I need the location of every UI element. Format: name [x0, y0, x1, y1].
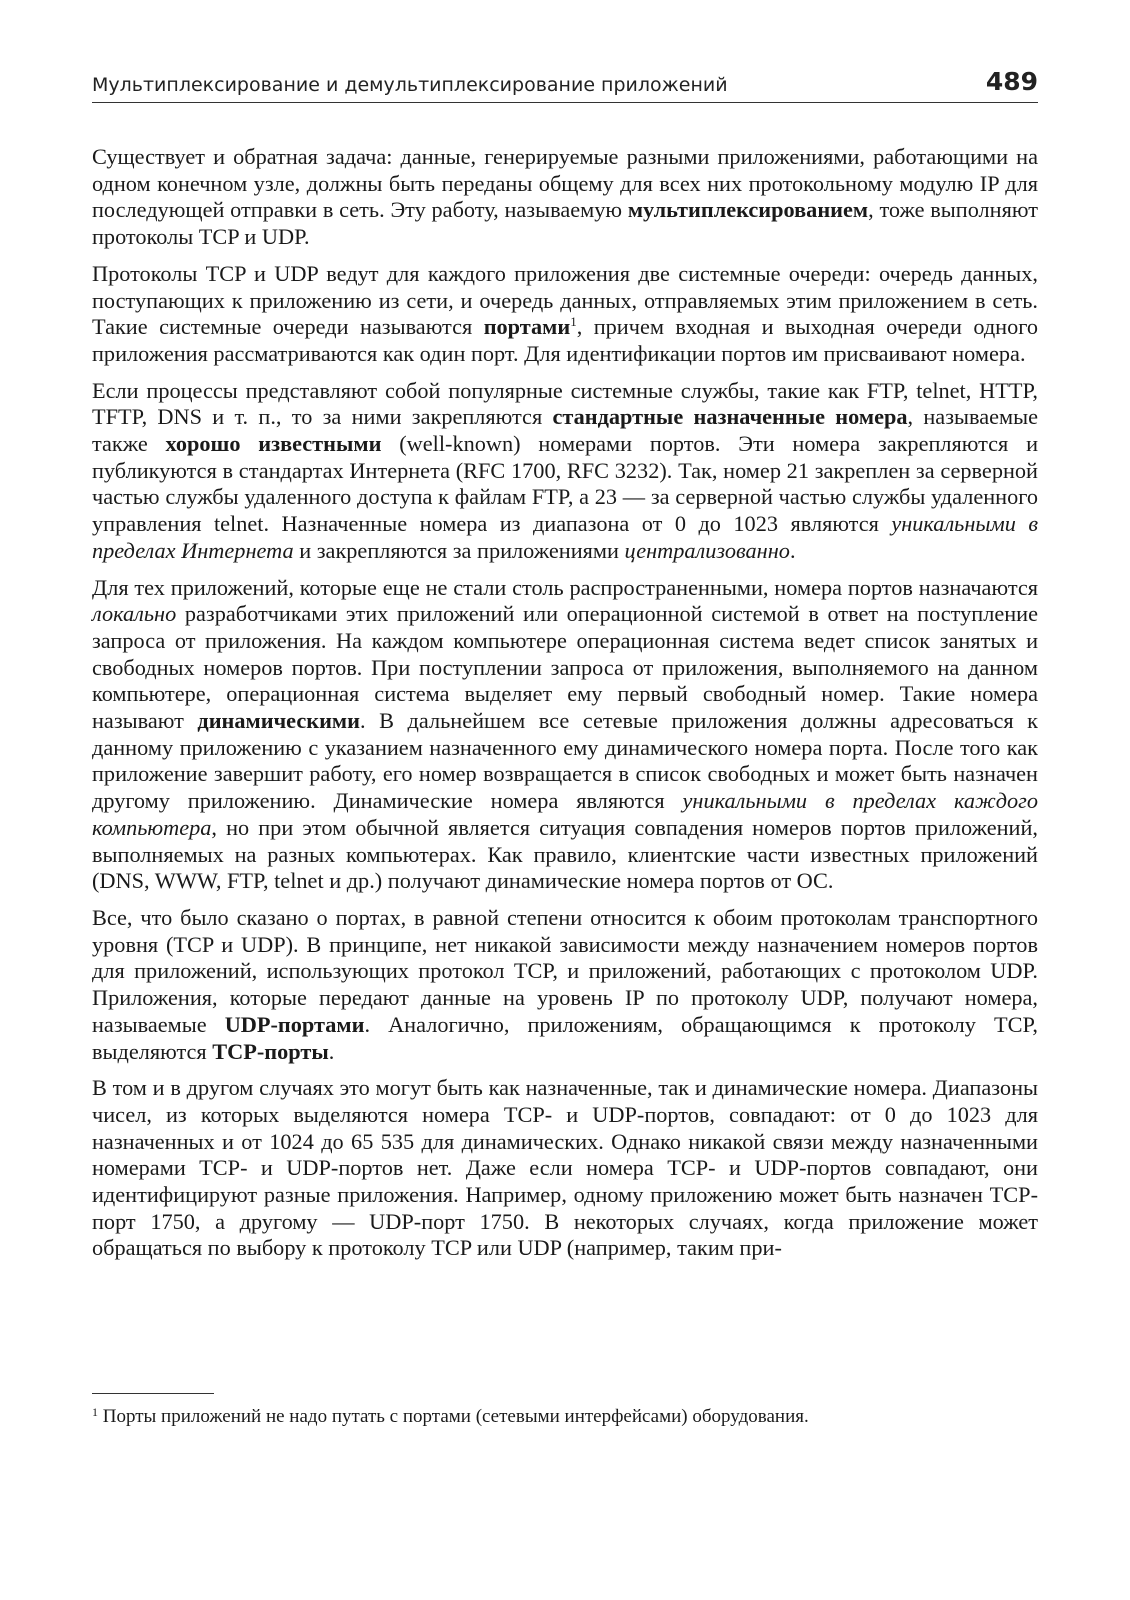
running-header	[92, 60, 1038, 103]
bold-term: хорошо известными	[165, 431, 382, 457]
text-run: , но при этом обычной является ситуация совпадения номеров портов приложений, выполняемых на разных компьютерах. Как правило, клиентские части известных приложений (DNS, WWW, FTP, telnet и др.) получают динамические номера портов от ОС.	[92, 814, 1038, 894]
text-run: .	[789, 537, 796, 563]
italic-phrase: локально	[92, 601, 177, 627]
bold-term: TCP-порты	[212, 1038, 329, 1064]
text-run: Для тех приложений, которые еще не стали столь распространенными, номера портов назначаются	[92, 574, 1038, 600]
text-run: В том и в другом случаях это могут быть как назначенные, так и динамические номера. Диапазоны чисел, из которых выделяются номера TCP- и UDP-портов, совпадают: от 0 до 1023 для назначенных и от 1024 до 65 535 для динамических. Однако никакой связи между назначенными номерами TCP- и UDP-портов нет. Даже если номера TCP- и UDP-портов совпадают, они идентифицируют разные приложения. Например, одному приложению может быть назначен TCP-порт 1750, а другому — UDP-порт 1750. В некоторых случаях, когда приложение может обращаться по выбору к протоколу TCP или UDP (например, таким при-	[92, 1075, 1038, 1261]
text-run: . Аналогично, приложениям, обращающимся к протоколу TCP, выделяются	[92, 1011, 1038, 1064]
running-title: Мультиплексирование и демультиплексирование приложений	[92, 74, 728, 96]
paragraph	[92, 378, 1038, 565]
text-run: , называемые также	[92, 404, 1038, 457]
footnote-marker: 1	[92, 1405, 98, 1419]
footnote-divider	[92, 1393, 214, 1394]
bold-term: портами	[483, 314, 571, 340]
paragraph	[92, 144, 1038, 251]
footnote-text: Порты приложений не надо путать с портами (сетевыми интерфейсами) оборудования.	[102, 1406, 809, 1427]
paragraph	[92, 1075, 1038, 1262]
bold-term: мультиплексированием	[627, 197, 869, 223]
page-number: 489	[985, 67, 1038, 96]
text-run: Все, что было сказано о портах, в равной степени относится к обоим протоколам транспортного уровня (TCP и UDP). В принципе, нет никакой зависимости между назначением номеров портов для приложений, использующих протокол TCP, и приложений, работающих с протоколом UDP. Приложения, которые передают данные на уровень IP по протоколу UDP, получают номера, называемые	[92, 904, 1038, 1037]
body-text	[92, 144, 1038, 1262]
document-page	[92, 60, 1039, 1427]
text-run: Существует и обратная задача: данные, генерируемые разными приложениями, работающими на одном конечном узле, должны быть переданы общему для всех них протокольному модулю IP для последующей отправки в сеть. Эту работу, называемую	[92, 144, 1038, 223]
text-run: Протоколы TCP и UDP ведут для каждого приложения две системные очереди: очередь данных, поступающих к приложению из сети, и очередь данных, отправляемых этим приложением в сеть. Такие системные очереди называются	[92, 260, 1038, 340]
italic-phrase: уникальными в пределах Интернета	[92, 511, 1039, 563]
text-run: Если процессы представляют собой популярные системные службы, такие как FTP, telnet, HTTP, TFTP, DNS и т. п., то за ними закрепляются	[92, 377, 1038, 430]
text-run: .	[328, 1038, 335, 1064]
bold-term: стандартные назначенные номера	[552, 404, 908, 430]
footnote	[92, 1405, 1038, 1429]
italic-phrase: уникальными в пределах каждого компьютера	[92, 788, 1039, 840]
bold-term: динамическими	[197, 708, 360, 734]
text-run: , причем входная и выходная очереди одного приложения рассматриваются как один порт. Для идентификации портов им присваивают номера.	[92, 314, 1038, 366]
text-run: разработчиками этих приложений или операционной системой в ответ на поступление запроса от приложения. На каждом компьютере операционная система ведет список занятых и свободных номеров портов. При поступлении запроса от приложения, выполняемого на данном компьютере, операционная система выделяет ему первый свободный номер. Такие номера называют	[92, 601, 1038, 734]
text-run: , тоже выполняют протоколы TCP и UDP.	[92, 197, 1038, 250]
text-run: . В дальнейшем все сетевые приложения должны адресоваться к данному приложению с указанием назначенного ему динамического номера порта. После того как приложение завершит работу, его номер возвращается в список свободных и может быть назначен другому приложению. Динамические номера являются	[92, 708, 1038, 814]
paragraph	[92, 261, 1038, 368]
paragraph	[92, 905, 1038, 1065]
bold-term: UDP-портами	[224, 1011, 365, 1037]
paragraph	[92, 575, 1038, 895]
footnote-reference: 1	[570, 314, 577, 330]
text-run: (well-known) номерами портов. Эти номера закрепляются и публикуются в стандартах Интернета (RFC 1700, RFC 3232). Так, номер 21 закреплен за серверной частью службы удаленного доступа к файлам FTP, а 23 — за серверной частью службы удаленного управления telnet. Назначенные номера из диапазона от 0 до 1023 являются	[92, 431, 1039, 537]
text-run: и закрепляются за приложениями	[293, 537, 625, 563]
italic-phrase: централизованно	[624, 537, 790, 563]
